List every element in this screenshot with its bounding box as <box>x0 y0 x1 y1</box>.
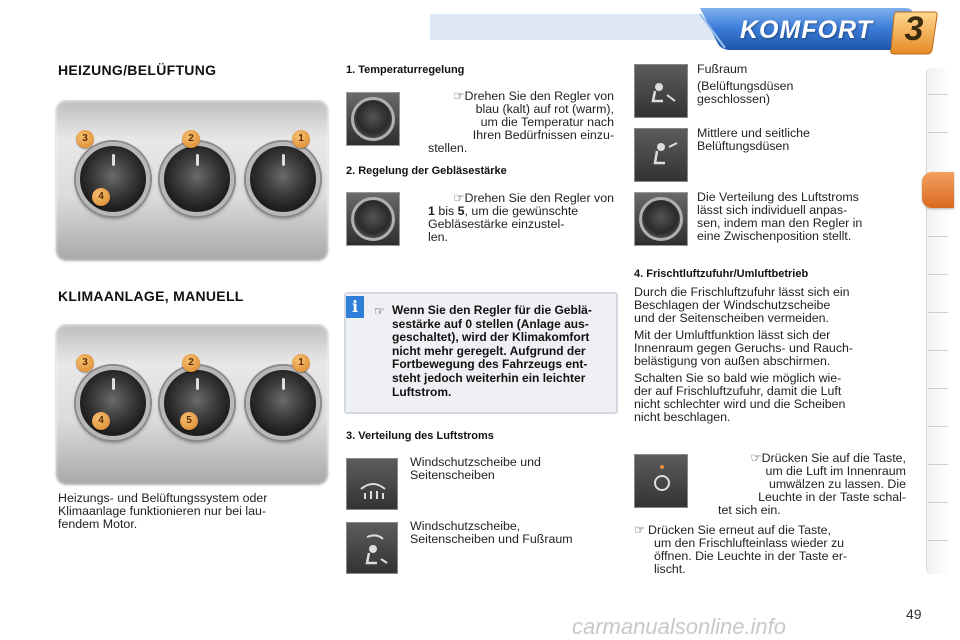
section-4-title: 4. Frischtluftzufuhr/Umluftbetrieb <box>634 268 809 280</box>
distribution-vents: Mittlere und seitliche Belüftungsdüsen <box>697 126 810 153</box>
callout-2: 2 <box>182 130 200 148</box>
distribution-windshield-foot: Windschutzscheibe, Seitenscheiben und Fußraum <box>410 519 573 546</box>
distribution-foot: Fußraum (Belüftungsdüsen geschlossen) <box>697 62 794 106</box>
footwell-icon <box>634 64 688 118</box>
chapter-tab-strip <box>926 68 952 574</box>
tab-divider <box>928 94 948 95</box>
section-1-title: 1. Temperaturregelung <box>346 64 465 76</box>
callout-3: 3 <box>76 130 94 148</box>
fan-knob <box>160 366 234 440</box>
callout-5: 5 <box>180 412 198 430</box>
pointer-icon: ☞ <box>453 89 465 103</box>
temperature-knob-thumb <box>346 92 400 146</box>
section-3-title: 3. Verteilung des Luftstroms <box>346 430 494 442</box>
temperature-knob <box>246 366 320 440</box>
watermark: carmanualsonline.info <box>572 614 787 639</box>
section-2-text: ☞Drehen Sie den Regler von 1 bis 5, um die gewünschte Gebläsestärke einzustel- len. <box>428 191 614 244</box>
face-vents-icon <box>634 128 688 182</box>
tab-divider <box>928 236 948 237</box>
heating-panel-image <box>56 100 328 260</box>
tab-divider <box>928 388 948 389</box>
section-4-body: Durch die Frischluftzufuhr lässt sich ein Beschlagen der Windschutzscheibe und der Seitenscheiben vermeiden. Mit der Umluftfunktion lässt sich der Innenraum gegen Geruchs- und Rauch- belästigung von außen abschirmen. Schalten Sie so bald wie möglich wie- der auf Frischluftzufuhr, damit die Luft nicht schlechter wird und die Scheiben nicht beschlagen. <box>634 285 854 424</box>
pointer-icon: ☞ <box>453 191 465 205</box>
info-text: Wenn Sie den Regler für die Geblä- sestärke auf 0 stellen (Anlage aus- geschaltet), wird der Klimakomfort nicht mehr geregelt. Aufgrund der Fortbewegung des Fahrzeugs ent- steht jedoch weiterhin ein leichter Luftstrom. <box>392 303 592 399</box>
callout-2: 2 <box>182 354 200 372</box>
callout-4: 4 <box>92 412 110 430</box>
recirculation-off-text: ☞ Drücken Sie erneut auf die Taste, um den Frischlufteinlass wieder zu öffnen. Die Leuchte in der Taste er- lischt. <box>634 523 848 576</box>
ac-title: KLIMAANLAGE, MANUELL <box>58 288 244 304</box>
distribution-knob <box>76 366 150 440</box>
tab-divider <box>928 132 948 133</box>
tab-divider <box>928 464 948 465</box>
distribution-knob <box>76 142 150 216</box>
chapter-title: KOMFORT <box>740 16 873 44</box>
ac-panel-image <box>56 324 328 484</box>
engine-note: Heizungs- und Belüftungssystem oder Klimaanlage funktionieren nur bei lau- fendem Motor. <box>58 491 268 531</box>
callout-1: 1 <box>292 130 310 148</box>
windshield-foot-icon <box>346 522 398 574</box>
fan-knob <box>160 142 234 216</box>
section-2-title: 2. Regelung der Gebläsestärke <box>346 165 507 177</box>
distribution-windshield: Windschutzscheibe und Seitenscheiben <box>410 455 541 482</box>
temperature-knob <box>246 142 320 216</box>
callout-1: 1 <box>292 354 310 372</box>
callout-3: 3 <box>76 354 94 372</box>
recirculation-button-icon <box>634 454 688 508</box>
chapter-number: 3 <box>904 10 924 48</box>
windshield-defrost-icon <box>346 458 398 510</box>
tab-divider <box>928 426 948 427</box>
heating-title: HEIZUNG/BELÜFTUNG <box>58 62 217 78</box>
section-1-text: ☞Drehen Sie den Regler von blau (kalt) auf rot (warm), um die Temperatur nach Ihren Bedürfnissen einzu- stellen. <box>428 89 614 155</box>
tab-divider <box>928 350 948 351</box>
info-icon: i <box>346 296 364 318</box>
tab-divider <box>928 274 948 275</box>
tab-divider <box>928 502 948 503</box>
distribution-knob-thumb <box>634 192 688 246</box>
chapter-tab-active[interactable] <box>922 172 954 208</box>
page-number: 49 <box>906 606 922 622</box>
distribution-mix-text: Die Verteilung des Luftstroms lässt sich individuell anpas- sen, indem man den Regler in eine Zwischenposition stellt. <box>697 190 863 243</box>
tab-divider <box>928 540 948 541</box>
fan-knob-thumb <box>346 192 400 246</box>
tab-divider <box>928 312 948 313</box>
recirculation-on-text: ☞Drücken Sie auf die Taste, um die Luft im Innenraum umwälzen zu lassen. Die Leuchte in der Taste schal- tet sich ein. <box>718 451 906 517</box>
pointer-icon: ☞ <box>374 304 385 318</box>
pointer-icon: ☞ <box>750 451 762 465</box>
pointer-icon: ☞ <box>634 523 646 537</box>
callout-4: 4 <box>92 188 110 206</box>
